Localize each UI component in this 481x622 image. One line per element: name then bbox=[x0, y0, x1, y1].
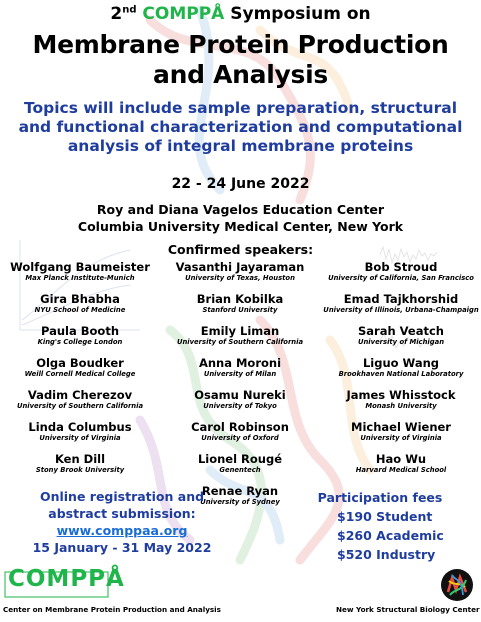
speaker-name: Carol Robinson bbox=[191, 420, 289, 434]
speaker-entry bbox=[160, 292, 320, 324]
speaker-affiliation: University of Tokyo bbox=[203, 402, 277, 410]
speaker-affiliation: University of Virginia bbox=[360, 434, 442, 442]
speaker-affiliation: Max Planck Institute-Munich bbox=[25, 274, 135, 282]
speaker-affiliation: Monash University bbox=[365, 402, 437, 410]
speaker-entry bbox=[321, 388, 481, 420]
comppa-name: COMPPÅ bbox=[142, 4, 225, 24]
registration-block bbox=[0, 488, 244, 556]
speaker-name: Emad Tajkhorshid bbox=[343, 292, 459, 306]
header-rest: Symposium on bbox=[224, 4, 371, 24]
speaker-entry bbox=[321, 452, 481, 484]
speaker-affiliation: Harvard Medical School bbox=[355, 466, 447, 474]
title-line-2: and Analysis bbox=[153, 60, 328, 89]
fee-academic: $260 Academic bbox=[337, 528, 444, 543]
speaker-name: James Whisstock bbox=[346, 388, 456, 402]
speaker-affiliation: University of Michigan bbox=[357, 338, 445, 346]
topics-line-2: and functional characterization and computational bbox=[18, 118, 463, 136]
speaker-name: Paula Booth bbox=[40, 324, 120, 338]
speaker-name: Gira Bhabha bbox=[40, 292, 120, 306]
fees-block bbox=[300, 488, 481, 564]
speaker-name: Vasanthi Jayaraman bbox=[175, 260, 305, 274]
speaker-affiliation: Brookhaven National Laboratory bbox=[338, 370, 464, 378]
symposium-header bbox=[0, 4, 481, 24]
speaker-entry bbox=[0, 260, 160, 292]
speaker-name: Emily Liman bbox=[200, 324, 280, 338]
registration-line-2: abstract submission: bbox=[48, 506, 196, 521]
speaker-entry bbox=[321, 420, 481, 452]
speaker-entry bbox=[160, 420, 320, 452]
speaker-affiliation: NYU School of Medicine bbox=[34, 306, 126, 314]
speaker-entry bbox=[321, 292, 481, 324]
speaker-name: Osamu Nureki bbox=[194, 388, 286, 402]
speaker-column-1 bbox=[0, 260, 160, 484]
nysbc-logo-icon bbox=[440, 568, 474, 602]
speaker-affiliation: King's College London bbox=[37, 338, 123, 346]
speaker-affiliation: University of Milan bbox=[203, 370, 277, 378]
event-date: 22 - 24 June 2022 bbox=[171, 176, 310, 192]
speaker-affiliation: Genentech bbox=[219, 466, 261, 474]
speaker-name: Ken Dill bbox=[54, 452, 106, 466]
fee-industry: $520 Industry bbox=[337, 547, 436, 562]
fee-student: $190 Student bbox=[337, 509, 433, 524]
speaker-name: Linda Columbus bbox=[28, 420, 132, 434]
registration-dates: 15 January - 31 May 2022 bbox=[32, 540, 212, 555]
confirmed-speakers-label: Confirmed speakers: bbox=[167, 242, 314, 257]
topics-line-3: analysis of integral membrane proteins bbox=[67, 137, 414, 155]
speaker-name: Michael Wiener bbox=[351, 420, 451, 434]
speaker-entry bbox=[0, 452, 160, 484]
ordinal: 2 bbox=[110, 4, 123, 24]
speaker-entry bbox=[160, 388, 320, 420]
speaker-entry bbox=[0, 388, 160, 420]
registration-link[interactable]: www.comppaa.org bbox=[56, 523, 188, 538]
topics-block bbox=[0, 99, 481, 156]
speaker-name: Brian Kobilka bbox=[196, 292, 284, 306]
speaker-name: Bob Stroud bbox=[364, 260, 438, 274]
speaker-name: Anna Moroni bbox=[198, 356, 282, 370]
venue-line-2: Columbia University Medical Center, New York bbox=[77, 219, 404, 234]
speaker-entry bbox=[160, 452, 320, 484]
footer-center-name: Center on Membrane Protein Production and Analysis bbox=[3, 605, 221, 614]
speaker-name: Renae Ryan bbox=[201, 484, 279, 498]
speaker-affiliation: Stony Brook University bbox=[35, 466, 125, 474]
speaker-affiliation: Weill Cornell Medical College bbox=[24, 370, 136, 378]
page-title bbox=[0, 30, 481, 90]
speaker-affiliation: University of Oxford bbox=[201, 434, 279, 442]
speaker-affiliation: University of Texas, Houston bbox=[185, 274, 295, 282]
speaker-name: Hao Wu bbox=[375, 452, 427, 466]
speaker-entry bbox=[321, 260, 481, 292]
speaker-entry bbox=[160, 324, 320, 356]
speaker-name: Sarah Veatch bbox=[358, 324, 444, 338]
venue-block bbox=[0, 201, 481, 235]
speaker-affiliation: University of Virginia bbox=[39, 434, 121, 442]
topics-line-1: Topics will include sample preparation, structural bbox=[23, 99, 458, 117]
speaker-entry bbox=[0, 420, 160, 452]
speaker-affiliation: University of Sydney bbox=[200, 498, 280, 506]
speaker-affiliation: Stanford University bbox=[202, 306, 278, 314]
speaker-entry bbox=[160, 356, 320, 388]
footer-nysbc-name: New York Structural Biology Center bbox=[336, 605, 480, 614]
speaker-entry bbox=[321, 356, 481, 388]
speaker-affiliation: University of California, San Francisco bbox=[328, 274, 474, 282]
comppa-logo: COMPPÅ bbox=[8, 566, 125, 592]
title-line-1: Membrane Protein Production bbox=[32, 30, 449, 59]
registration-line-1: Online registration and bbox=[39, 489, 205, 504]
speaker-column-2 bbox=[160, 260, 320, 516]
speaker-entry bbox=[321, 324, 481, 356]
ordinal-suffix: nd bbox=[122, 4, 137, 16]
speaker-name: Vadim Cherezov bbox=[27, 388, 133, 402]
speaker-entry bbox=[160, 260, 320, 292]
speaker-affiliation: University of Southern California bbox=[176, 338, 304, 346]
speaker-name: Lionel Rougé bbox=[197, 452, 283, 466]
speaker-affiliation: University of Illinois, Urbana-Champaign bbox=[323, 306, 479, 314]
speaker-entry bbox=[0, 356, 160, 388]
speaker-name: Olga Boudker bbox=[36, 356, 124, 370]
speaker-column-3 bbox=[321, 260, 481, 484]
speaker-name: Wolfgang Baumeister bbox=[10, 260, 150, 274]
speaker-affiliation: University of Southern California bbox=[16, 402, 144, 410]
speaker-name: Liguo Wang bbox=[362, 356, 440, 370]
speaker-entry bbox=[0, 324, 160, 356]
venue-line-1: Roy and Diana Vagelos Education Center bbox=[96, 202, 385, 217]
fees-title: Participation fees bbox=[317, 490, 443, 505]
speaker-entry bbox=[0, 292, 160, 324]
